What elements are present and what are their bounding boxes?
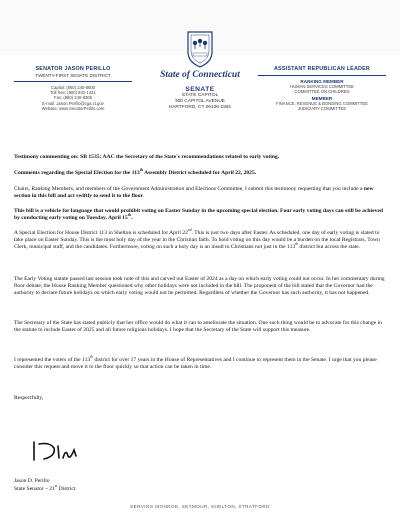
- committee: FINANCE, REVENUE & BONDING COMMITTEE: [276, 101, 368, 106]
- address-line: STATE CAPITOL: [181, 93, 219, 98]
- state-seal-icon: [184, 30, 216, 68]
- paragraph-special-election: [14, 230, 386, 250]
- contact-website: Website: www.SenatorPerillo.com: [41, 105, 105, 111]
- comments-heading: [14, 170, 386, 177]
- text-run: This bill is a vehicle for language that would prohibit voting on Easter Sunday in the upcoming special election. Four early voting days can still be achieved by conducting early voting on Tuesday, April 15: [14, 208, 383, 221]
- text-run: Chairs, Ranking Members, and members of the Government Administration and Elections Committee, I submit this testimony requesting that you include a: [14, 186, 364, 192]
- text-run: .: [142, 192, 145, 199]
- contact-email: E-mail: Jason.Perillo@cga.ct.gov: [42, 100, 104, 106]
- committee: COMMITTEE ON CHILDREN: [294, 89, 350, 94]
- text-run: District: [57, 486, 76, 492]
- signature-image: [30, 438, 90, 464]
- header-right: [258, 66, 386, 111]
- address-line: 300 CAPITOL AVENUE: [174, 98, 226, 104]
- contact-line: Fax: (860) 240-8306: [54, 95, 92, 101]
- role-label: MEMBER: [311, 96, 333, 101]
- superscript: nd: [187, 228, 192, 233]
- paragraph-bill-purpose: [14, 208, 386, 222]
- senate-district: TWENTY-FIRST SENATE DISTRICT: [35, 73, 111, 78]
- center-header: [140, 70, 260, 110]
- contact-line: Toll free: (800) 842-1421: [50, 90, 96, 96]
- testimony-subject: Testimony commenting on: SB 1535: AAC the Secretary of the State's recommendations related to early voting.: [14, 154, 280, 160]
- committee: JUDICIARY COMMITTEE: [297, 106, 347, 111]
- role-label: RANKING MEMBER: [300, 79, 344, 84]
- text-run: Assembly District scheduled for April 22, 2025.: [143, 170, 257, 176]
- chamber-title: SENATE: [185, 86, 215, 93]
- contact-line: Capitol: (860) 240-8800: [51, 85, 95, 90]
- signer-name: Jason D. Perillo: [14, 478, 50, 484]
- divider: [14, 81, 132, 82]
- text-run: A Special Election for House District 113 in Shelton is scheduled for April 22: [14, 230, 188, 236]
- text-run: district for over 17 years in the House of Representatives and I continue to represent them in the Senate. I urge that you please consider this request and move it to the floor quickly so that action can be taken in time.: [14, 357, 377, 370]
- paragraph-request: [14, 357, 386, 371]
- superscript: st: [54, 484, 58, 489]
- committee: HUMAN SERVICES COMMITTEE: [290, 84, 354, 89]
- state-title: State of Connecticut: [160, 70, 240, 80]
- paragraph-statute: The Early Voting statute passed last session took note of this and carved out Easter of 2024 as a day on which early voting could not occur. In her commentary during floor debate, the House Ranking Member questioned why other holidays were not included in the bill. The proponent of the bill stated that the Governor had the authority to declare future holidays on which early voting would not be permitted. Regardless of whether the Governor has such authority, it has not happened.: [14, 276, 385, 296]
- paragraph-intro: [14, 186, 386, 200]
- paragraph-secretary: The Secretary of the State has stated publicly that her office would do what it can to ameliorate the situation. One such thing would be to advocate for this change in the statute to include Easter of 2025 and all future religious holidays. I hope that the Secretary of the State will support this measure.: [14, 320, 382, 333]
- text-run: I represented the voters of the 113: [14, 357, 91, 363]
- senator-name: SENATOR JASON PERILLO: [35, 66, 111, 72]
- superscript: th: [127, 212, 131, 217]
- text-run: Comments regarding the Special Election for the 113: [14, 170, 140, 176]
- superscript: th: [139, 168, 143, 173]
- superscript: th: [90, 355, 94, 360]
- text-run: district but across the state.: [298, 243, 361, 250]
- text-run: State Senator – 21: [14, 486, 55, 492]
- closing: Respectfully,: [14, 395, 44, 401]
- superscript: th: [295, 241, 298, 246]
- text-run: .: [130, 214, 133, 221]
- address-line: HARTFORD, CT 06106-1591: [168, 104, 232, 110]
- divider: [258, 75, 386, 76]
- text-run-bold: new section in this bill and act swiftly to send it to the floor: [14, 186, 374, 199]
- text-run: . This is just two days after Easter. As scheduled, one day of early voting is slated to take place on Easter Sunday. This is the most holy day of the year in the Christian faith. To hold voting on this day would be a burden on the local Registrars, Town Clerk, municipal staff, and the candidates. Furthermore, voting on such a holy day is an insult to Christians not just in the 113: [14, 230, 380, 250]
- footer-towns: SERVING MONROE, SEYMOUR, SHELTON, STRATFORD: [130, 504, 270, 509]
- leadership-title: ASSISTANT REPUBLICAN LEADER: [273, 66, 371, 72]
- signer-title: [14, 486, 386, 493]
- header-left: [14, 66, 132, 111]
